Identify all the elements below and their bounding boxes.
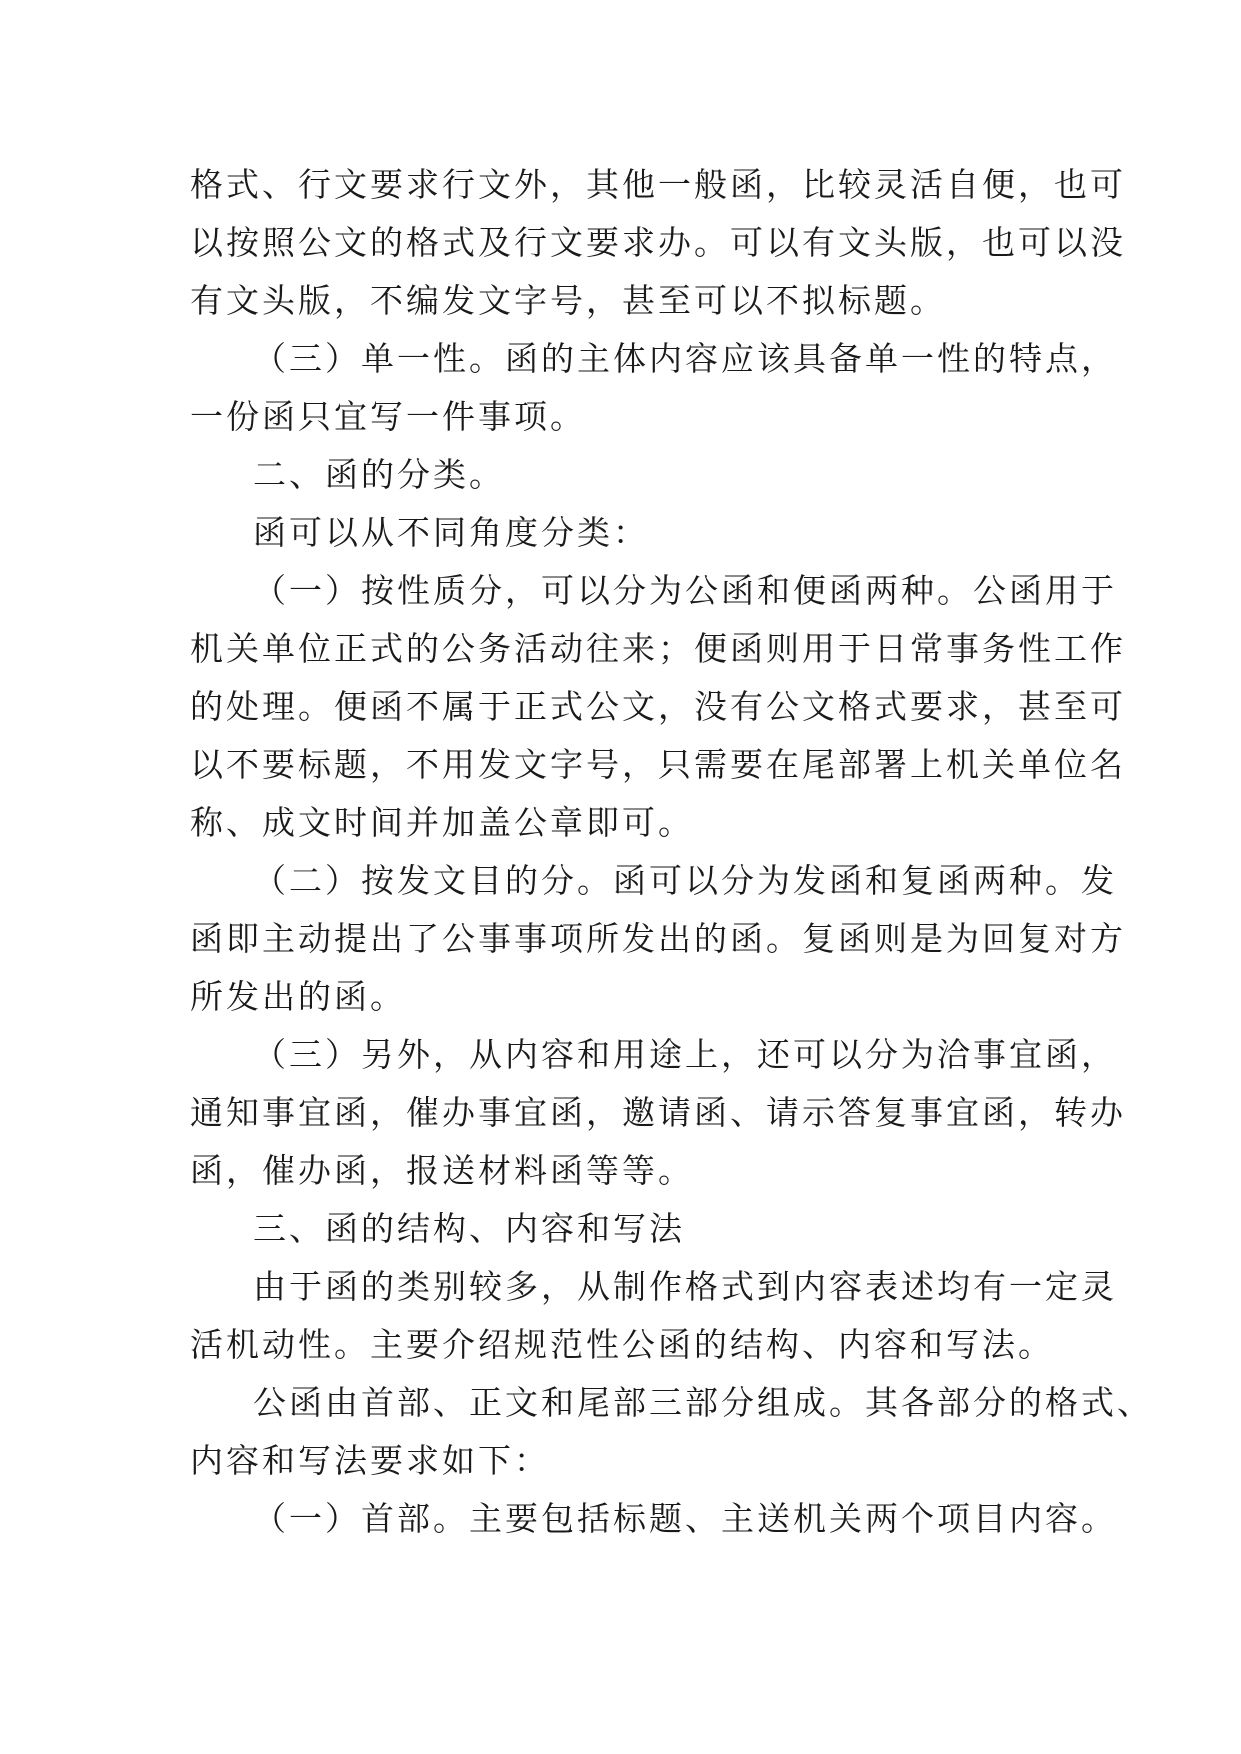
text-line: 有文头版，不编发文字号，甚至可以不拟标题。 — [190, 281, 946, 320]
text-line: 机关单位正式的公务活动往来；便函则用于日常事务性工作 — [190, 629, 1126, 668]
text-line: （一）按性质分，可以分为公函和便函两种。公函用于 — [253, 571, 1117, 610]
text-line: 以按照公文的格式及行文要求办。可以有文头版，也可以没 — [190, 223, 1126, 262]
text-line: 函即主动提出了公事事项所发出的函。复函则是为回复对方 — [190, 919, 1126, 958]
text-line: 称、成文时间并加盖公章即可。 — [190, 803, 694, 842]
text-line: （三）单一性。函的主体内容应该具备单一性的特点， — [253, 339, 1117, 378]
text-line: 由于函的类别较多，从制作格式到内容表述均有一定灵 — [253, 1267, 1117, 1306]
text-line: 公函由首部、正文和尾部三部分组成。其各部分的格式、 — [253, 1383, 1153, 1422]
text-line: 的处理。便函不属于正式公文，没有公文格式要求，甚至可 — [190, 687, 1126, 726]
text-line: （三）另外，从内容和用途上，还可以分为洽事宜函， — [253, 1035, 1117, 1074]
text-line: （一）首部。主要包括标题、主送机关两个项目内容。 — [253, 1499, 1117, 1538]
text-line: 活机动性。主要介绍规范性公函的结构、内容和写法。 — [190, 1325, 1054, 1364]
text-line: 格式、行文要求行文外，其他一般函，比较灵活自便，也可 — [190, 165, 1126, 204]
text-line: 函可以从不同角度分类： — [253, 513, 649, 552]
text-line: 函，催办函，报送材料函等等。 — [190, 1151, 694, 1190]
text-line: 通知事宜函，催办事宜函，邀请函、请示答复事宜函，转办 — [190, 1093, 1126, 1132]
section-heading: 三、函的结构、内容和写法 — [253, 1209, 685, 1248]
text-line: 所发出的函。 — [190, 977, 406, 1016]
text-line: 一份函只宜写一件事项。 — [190, 397, 586, 436]
text-line: 以不要标题，不用发文字号，只需要在尾部署上机关单位名 — [190, 745, 1126, 784]
section-heading: 二、函的分类。 — [253, 455, 505, 494]
text-line: 内容和写法要求如下： — [190, 1441, 550, 1480]
text-line: （二）按发文目的分。函可以分为发函和复函两种。发 — [253, 861, 1117, 900]
